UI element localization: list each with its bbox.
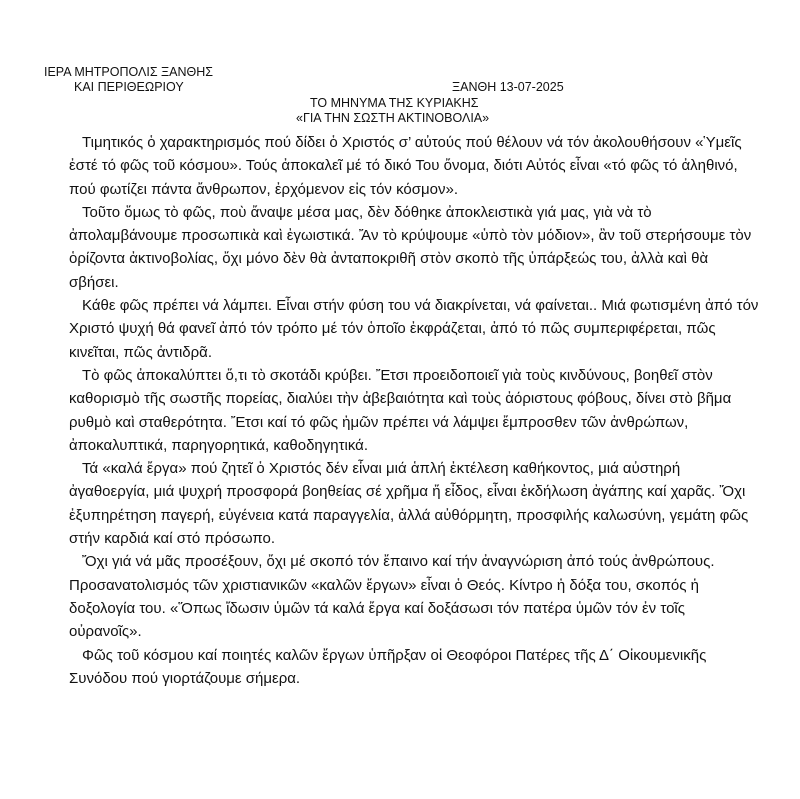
paragraph-4: Τὸ φῶς ἀποκαλύπτει ὅ,τι τὸ σκοτάδι κρύβει. Ἔτσι προειδοποιεῖ γιὰ τοὺς κινδύνους, βοηθεῖ στὸν καθορισμὸ τῆς σωστῆς πορείας, διαλύει τὴν ἀβεβαιότητα καὶ τοὺς ἀόριστους φόβους, δίνει στὸ βῆμα ρυθμὸ καὶ σταθερότητα. Ἔτσι καί τό φῶς ἡμῶν πρέπει νά λάμψει ἔμπροσθεν τῶν ἀνθρώπων, ἀποκαλυπτικά, παρηγορητικά, καθοδηγητικά. (69, 366, 732, 454)
document-subtitle: «ΓΙΑ ΤΗΝ ΣΩΣΤΗ ΑΚΤΙΝΟΒΟΛΙΑ» (296, 111, 490, 125)
paragraph-3: Κάθε φῶς πρέπει νά λάμπει. Εἶναι στήν φύση του νά διακρίνεται, νά φαίνεται.. Μιά φωτισμένη ἀπό τόν Χριστό ψυχή θά φανεῖ ἀπό τόν τρόπο μέ τόν ὁποῖο ἐκφράζεται, ἀπό τό πῶς συμπεριφέρεται, πῶς κινεῖται, πῶς ἀντιδρᾶ. (69, 297, 759, 361)
paragraph-7: Φῶς τοῦ κόσμου καί ποιητές καλῶν ἔργων ὑπῆρξαν οἱ Θεοφόροι Πατέρες τῆς Δ΄ Οἰκουμενικῆς Συνόδου πού γιορτάζουμε σήμερα. (69, 646, 707, 687)
org-name-line2: ΚΑΙ ΠΕΡΙΘΕΩΡΙΟΥ (74, 80, 184, 94)
paragraph-2: Τοῦτο ὅμως τὸ φῶς, ποὺ ἄναψε μέσα μας, δὲν δόθηκε ἀποκλειστικὰ γιά μας, γιὰ νὰ τὸ ἀπολαμβάνουμε προσωπικὰ καὶ ἐγωιστικά. Ἄν τὸ κρύψουμε «ὑπὸ τὸν μόδιον», ἂν τοῦ στερήσουμε τὸν ὁρίζοντα ἀκτινοβολίας, ὄχι μόνο δὲν θὰ ἀνταποκριθῆ στὸν σκοπὸ τῆς ὑπάρξεώς του, ἀλλὰ καὶ θὰ σβήσει. (69, 203, 752, 291)
org-name-line1: ΙΕΡΑ ΜΗΤΡΟΠΟΛΙΣ ΞΑΝΘΗΣ (44, 65, 213, 79)
paragraph-5: Τά «καλά ἔργα» πού ζητεῖ ὁ Χριστός δέν εἶναι μιά ἁπλή ἐκτέλεση καθήκοντος, μιά αὐστηρή ἀγαθοεργία, μιά ψυχρή προσφορά βοηθείας σέ χρῆμα ἤ εἶδος, εἶναι ἐκδήλωση ἀγάπης καί χαρᾶς. Ὄχι ἐξυπηρέτηση παγερή, εὐγένεια κατά παραγγελία, ἀλλά αὐθόρμητη, προσφιλής καλωσύνη, γεμάτη φῶς στήν καρδιά καί στό πρόσωπο. (69, 460, 749, 548)
message-body (69, 131, 759, 690)
paragraph-6: Ὄχι γιά νά μᾶς προσέξουν, ὄχι μέ σκοπό τόν ἔπαινο καί τήν ἀναγνώριση ἀπό τούς ἀνθρώπους. Προσανατολισμός τῶν χριστιανικῶν «καλῶν ἔργων» εἶναι ὁ Θεός. Κίντρο ἡ δόξα του, σκοπός ἡ δοξολογία του. «Ὅπως ἴδωσιν ὑμῶν τά καλά ἔργα καί δοξάσωσι τόν πατέρα ὑμῶν τόν ἐν τοῖς οὐρανοῖς». (69, 553, 715, 641)
paragraph-1: Τιμητικός ὁ χαρακτηρισμός πού δίδει ὁ Χριστός σ’ αὐτούς πού θέλουν νά τόν ἀκολουθήσουν «Ὑμεῖς ἐστέ τό φῶς τοῦ κόσμου». Τούς ἀποκαλεῖ μέ τό δικό Του ὄνομα, διότι Αὐτός εἶναι «τό φῶς τό ἀληθινό, πού φωτίζει πάντα ἄνθρωπον, ἐρχόμενον εἰς τόν κόσμον». (69, 134, 742, 198)
place-date: ΞΑΝΘΗ 13-07-2025 (452, 80, 564, 94)
document-title: ΤΟ ΜΗΝΥΜΑ ΤΗΣ ΚΥΡΙΑΚΗΣ (310, 96, 479, 110)
